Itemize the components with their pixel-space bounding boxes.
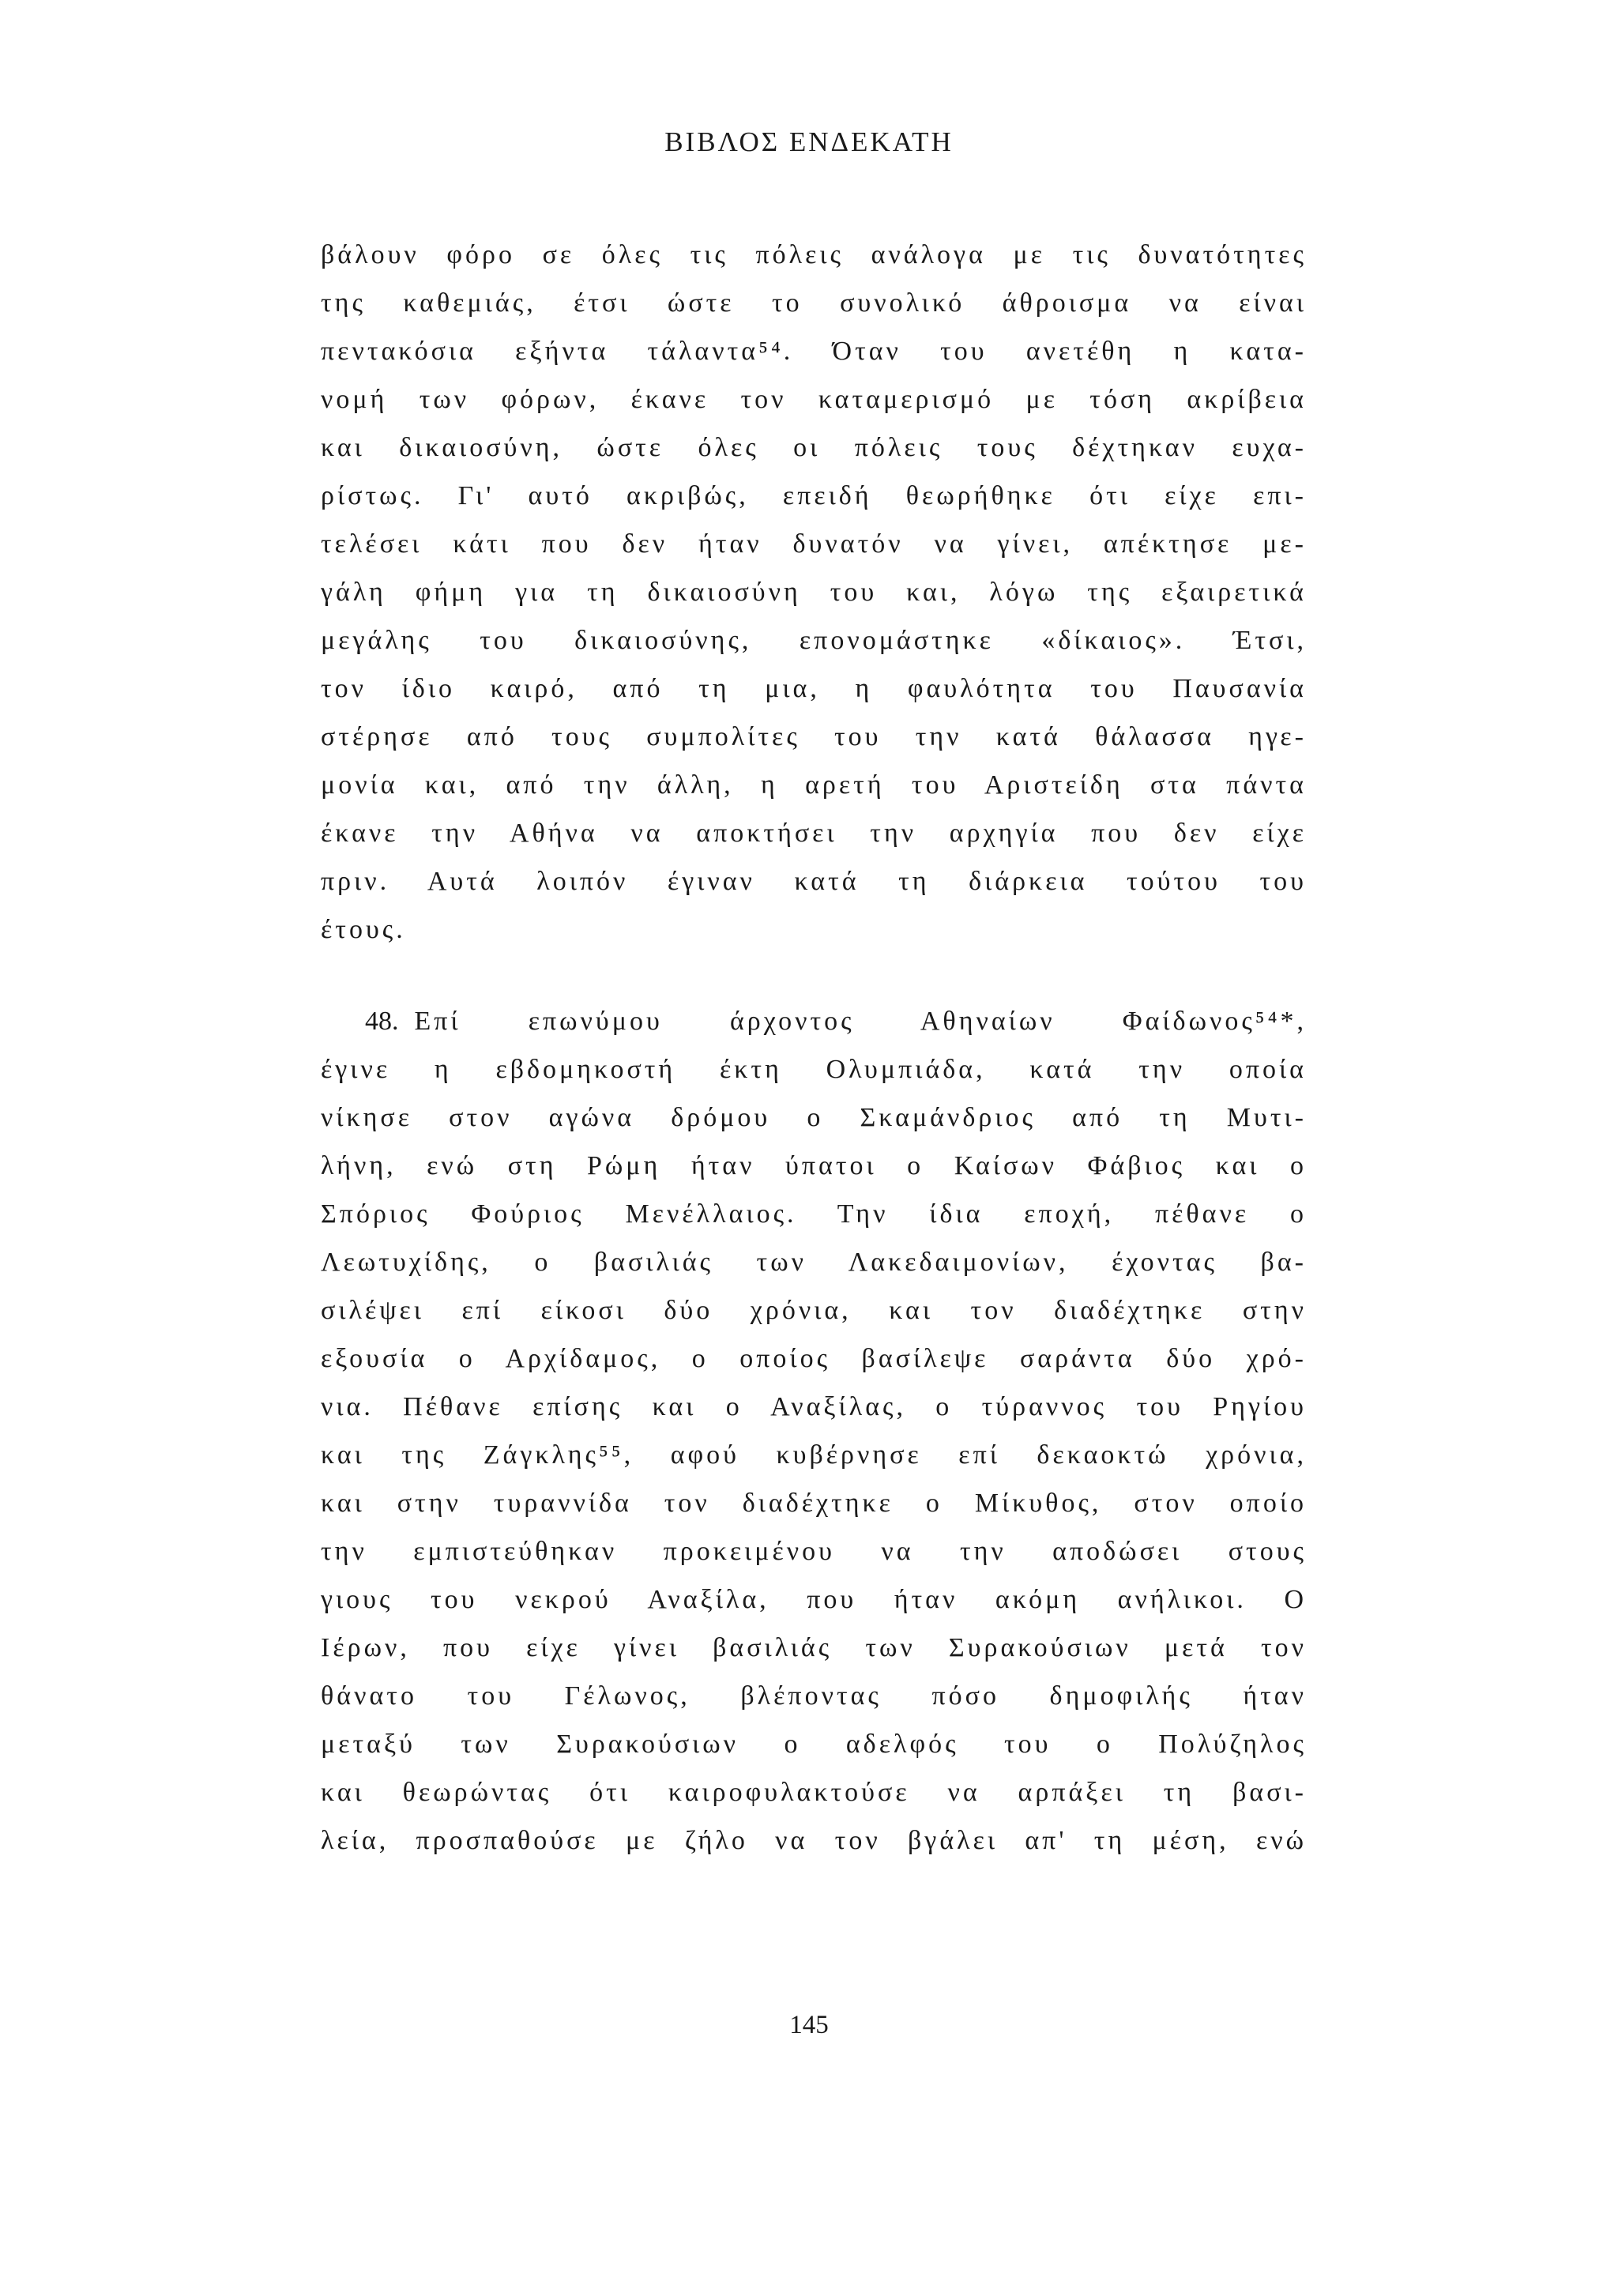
text-line: και της Ζάγκλης⁵⁵, αφού κυβέρνησε επί δεκαοκτώ χρόνια, (321, 1440, 1307, 1470)
section-first-line-text: Επί επωνύμου άρχοντος Αθηναίων Φαίδωνος⁵⁴*, (414, 1007, 1307, 1036)
text-line: της καθεμιάς, έτσι ώστε το συνολικό άθροισμα να είναι (321, 288, 1307, 318)
text-line: σιλέψει επί είκοσι δύο χρόνια, και τον διαδέχτηκε στην (321, 1296, 1307, 1325)
text-line: έτους. (321, 915, 406, 944)
text-line: τελέσει κάτι που δεν ήταν δυνατόν να γίνει, απέκτησε με- (321, 529, 1307, 559)
text-line: θάνατο του Γέλωνος, βλέποντας πόσο δημοφιλής ήταν (321, 1681, 1307, 1711)
section-number: 48. (365, 1007, 399, 1036)
text-line: νομή των φόρων, έκανε τον καταμερισμό με τόση ακρίβεια (321, 385, 1307, 414)
text-line: γιους του νεκρού Αναξίλα, που ήταν ακόμη ανήλικοι. Ο (321, 1585, 1307, 1614)
text-line: και θεωρώντας ότι καιροφυλακτούσε να αρπάξει τη βασι- (321, 1778, 1307, 1807)
text-line: Σπόριος Φούριος Μενέλλαιος. Την ίδια εποχή, πέθανε ο (321, 1199, 1307, 1229)
text-line: τον ίδιο καιρό, από τη μια, η φαυλότητα του Παυσανία (321, 674, 1307, 703)
text-line: την εμπιστεύθηκαν προκειμένου να την αποδώσει στους (321, 1537, 1307, 1566)
text-line: εξουσία ο Αρχίδαμος, ο οποίος βασίλεψε σαράντα δύο χρό- (321, 1344, 1307, 1373)
running-header: ΒΙΒΛΟΣ ΕΝΔΕΚΑΤΗ (664, 126, 954, 157)
text-line: και δικαιοσύνη, ώστε όλες οι πόλεις τους δέχτηκαν ευχα- (321, 433, 1307, 462)
text-line: γάλη φήμη για τη δικαιοσύνη του και, λόγω της εξαιρετικά (321, 578, 1307, 607)
text-line: νια. Πέθανε επίσης και ο Αναξίλας, ο τύραννος του Ρηγίου (321, 1392, 1307, 1421)
text-line: Ιέρων, που είχε γίνει βασιλιάς των Συρακούσιων μετά τον (321, 1633, 1307, 1662)
text-line: ρίστως. Γι' αυτό ακριβώς, επειδή θεωρήθηκε ότι είχε επι- (321, 481, 1307, 510)
section-first-line (321, 997, 1307, 1045)
paragraph-continued (321, 231, 1307, 954)
text-line: πριν. Αυτά λοιπόν έγιναν κατά τη διάρκεια τούτου του (321, 867, 1307, 896)
text-line: έγινε η εβδομηκοστή έκτη Ολυμπιάδα, κατά την οποία (321, 1055, 1307, 1084)
text-line: βάλουν φόρο σε όλες τις πόλεις ανάλογα με τις δυνατότητες (321, 240, 1307, 269)
text-line: Λεωτυχίδης, ο βασιλιάς των Λακεδαιμονίων, έχοντας βα- (321, 1248, 1307, 1277)
text-line: λήνη, ενώ στη Ρώμη ήταν ύπατοι ο Καίσων Φάβιος και ο (321, 1151, 1307, 1180)
text-line: μονία και, από την άλλη, η αρετή του Αριστείδη στα πάντα (321, 770, 1307, 800)
text-line: λεία, προσπαθούσε με ζήλο να τον βγάλει απ' τη μέση, ενώ (321, 1826, 1307, 1855)
text-line: νίκησε στον αγώνα δρόμου ο Σκαμάνδριος από τη Μυτι- (321, 1103, 1307, 1132)
text-line: μεγάλης του δικαιοσύνης, επονομάστηκε «δίκαιος». Έτσι, (321, 626, 1307, 655)
text-line: μεταξύ των Συρακούσιων ο αδελφός του ο Πολύζηλος (321, 1730, 1307, 1759)
text-line: στέρησε από τους συμπολίτες του την κατά θάλασσα ηγε- (321, 722, 1307, 751)
text-line: και στην τυραννίδα τον διαδέχτηκε ο Μίκυθος, στον οποίο (321, 1489, 1307, 1518)
text-line: πεντακόσια εξήντα τάλαντα⁵⁴. Όταν του ανετέθη η κατα- (321, 337, 1307, 366)
section-48-paragraph (321, 997, 1307, 1865)
page-number: 145 (789, 2011, 829, 2039)
text-line: έκανε την Αθήνα να αποκτήσει την αρχηγία που δεν είχε (321, 819, 1307, 848)
